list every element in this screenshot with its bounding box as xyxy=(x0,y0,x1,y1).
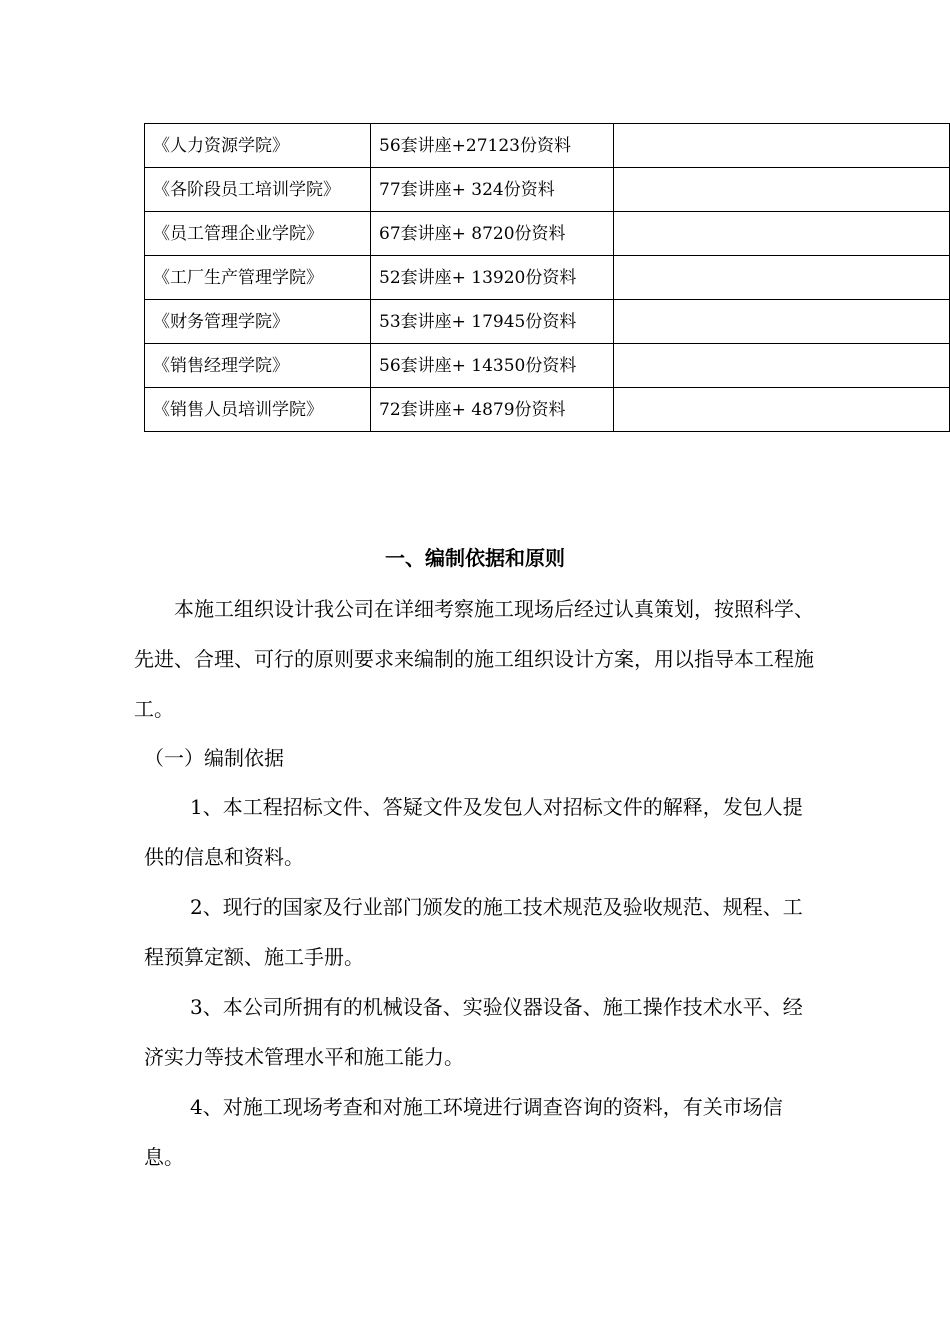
table-cell-extra xyxy=(614,388,950,432)
table-cell-extra xyxy=(614,300,950,344)
table-cell-extra xyxy=(614,256,950,300)
table-cell-info: 56套讲座+ 14350份资料 xyxy=(371,344,614,388)
table-cell-name: 《各阶段员工培训学院》 xyxy=(145,168,371,212)
table-cell-extra xyxy=(614,212,950,256)
table-row xyxy=(145,344,950,388)
table-cell-info: 53套讲座+ 17945份资料 xyxy=(371,300,614,344)
basis-item-1: 1、本工程招标文件、答疑文件及发包人对招标文件的解释，发包人提供的信息和资料。 xyxy=(144,795,803,869)
basis-item-4: 4、对施工现场考查和对施工环境进行调查咨询的资料，有关市场信息。 xyxy=(144,1095,783,1169)
table-cell-info: 67套讲座+ 8720份资料 xyxy=(371,212,614,256)
table-row xyxy=(145,388,950,432)
table-cell-info: 72套讲座+ 4879份资料 xyxy=(371,388,614,432)
table-cell-info: 77套讲座+ 324份资料 xyxy=(371,168,614,212)
table-cell-name: 《人力资源学院》 xyxy=(145,124,371,168)
basis-item-3: 3、本公司所拥有的机械设备、实验仪器设备、施工操作技术水平、经济实力等技术管理水平和施工能力。 xyxy=(144,995,803,1069)
basis-item-2: 2、现行的国家及行业部门颁发的施工技术规范及验收规范、规程、工程预算定额、施工手册。 xyxy=(144,895,803,969)
table-cell-extra xyxy=(614,168,950,212)
table-row xyxy=(145,168,950,212)
table-cell-name: 《员工管理企业学院》 xyxy=(145,212,371,256)
resource-table xyxy=(144,123,950,432)
subheading: （一）编制依据 xyxy=(144,746,284,770)
intro-paragraph: 本施工组织设计我公司在详细考察施工现场后经过认真策划，按照科学、先进、合理、可行的原则要求来编制的施工组织设计方案，用以指导本工程施工。 xyxy=(134,597,814,721)
table-cell-info: 56套讲座+27123份资料 xyxy=(371,124,614,168)
table-row xyxy=(145,256,950,300)
table-row xyxy=(145,300,950,344)
table-cell-name: 《工厂生产管理学院》 xyxy=(145,256,371,300)
table-cell-extra xyxy=(614,124,950,168)
table-cell-extra xyxy=(614,344,950,388)
table-cell-name: 《销售人员培训学院》 xyxy=(145,388,371,432)
table-row xyxy=(145,212,950,256)
table-row xyxy=(145,124,950,168)
table-cell-name: 《财务管理学院》 xyxy=(145,300,371,344)
section-heading: 一、编制依据和原则 xyxy=(385,546,565,570)
table-cell-name: 《销售经理学院》 xyxy=(145,344,371,388)
table-cell-info: 52套讲座+ 13920份资料 xyxy=(371,256,614,300)
